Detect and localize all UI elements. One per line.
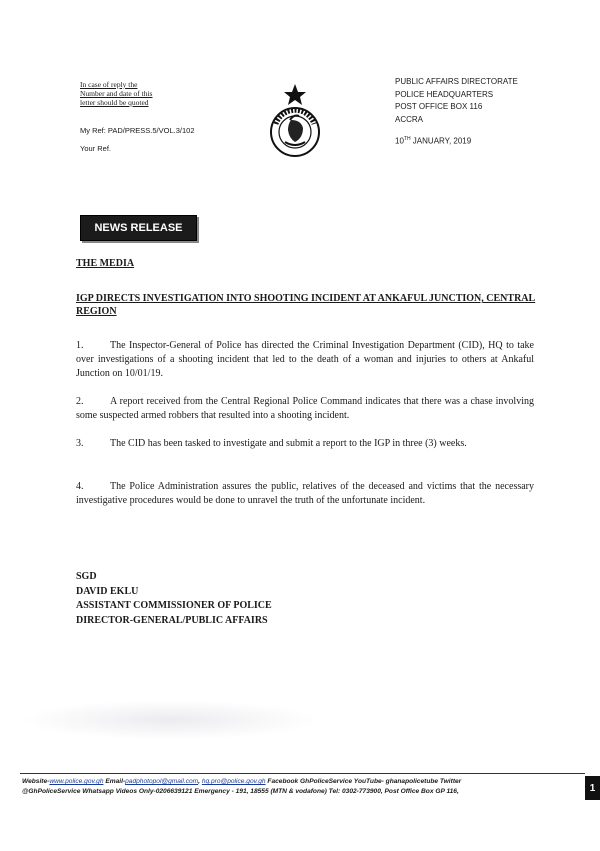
- address-line-2: POLICE HEADQUARTERS: [395, 89, 494, 99]
- social-links: Facebook GhPoliceService YouTube- ghanapolicetube Twitter: [265, 778, 462, 785]
- signatory-title: DIRECTOR-GENERAL/PUBLIC AFFAIRS: [76, 614, 268, 626]
- page-number: 1: [585, 776, 600, 800]
- contact-footer: [22, 777, 582, 797]
- signatory-rank: ASSISTANT COMMISSIONER OF POLICE: [76, 600, 272, 611]
- paragraph-1: [76, 339, 534, 381]
- footer-line-2: @GhPoliceService Whatsapp Videos Only-0206639121 Emergency - 191, 18555 (MTN & vodafone) Tel: 0302-773900, Post Office Box GP 116,: [22, 788, 459, 795]
- paragraph-3: [76, 437, 534, 451]
- date-suffix: TH: [403, 136, 411, 142]
- news-release-banner: NEWS RELEASE: [80, 215, 197, 241]
- date-day: 10: [395, 136, 404, 146]
- ref-note-line-3: letter should be quoted: [80, 98, 149, 107]
- address-line-1: PUBLIC AFFAIRS DIRECTORATE: [395, 77, 518, 86]
- signatory-name: DAVID EKLU: [76, 585, 139, 597]
- date-month-year: JANUARY, 2019: [410, 136, 472, 146]
- recipient-heading: THE MEDIA: [76, 258, 135, 269]
- paragraph-2: [76, 395, 534, 423]
- email-label: Email-: [103, 778, 126, 785]
- footer-divider: [20, 773, 585, 774]
- email-link-2[interactable]: hq.pro@police.gov.gh: [201, 778, 266, 785]
- paragraph-4: [76, 480, 534, 508]
- scan-smudge: [20, 700, 320, 740]
- ref-note-line-1: In case of reply the: [80, 80, 138, 89]
- paragraph-number: 2.: [76, 396, 84, 407]
- email-link-1[interactable]: padphotopol@gmail.com: [125, 778, 199, 785]
- footer-line-1: Website-www.police.gov.gh Email-padphotopol@gmail.com, hq.pro@police.gov.gh Facebook GhPoliceService YouTube- ghanapolicetube Twitter: [22, 778, 462, 785]
- paragraph-number: 3.: [76, 438, 84, 449]
- address-line-3: POST OFFICE BOX 116: [395, 102, 483, 111]
- directorate-address: [395, 76, 518, 126]
- paragraph-text: The Inspector-General of Police has directed the Criminal Investigation Department (CID), HQ to take over investigations of a shooting incident that led to the death of a woman and injuries to others at Ankaful Junction on 10/01/19.: [76, 340, 534, 379]
- release-headline: IGP DIRECTS INVESTIGATION INTO SHOOTING INCIDENT AT ANKAFUL JUNCTION, CENTRAL REGION: [76, 293, 536, 317]
- ghana-police-crest-icon: [263, 82, 327, 160]
- website-label: Website-: [22, 778, 50, 785]
- paragraph-number: 1.: [76, 340, 84, 351]
- paragraph-text: The CID has been tasked to investigate and submit a report to the IGP in three (3) weeks.: [110, 438, 467, 449]
- paragraph-text: The Police Administration assures the public, relatives of the deceased and victims that the necessary investigative procedures would be done to unravel the truth of the unfortunate incident.: [76, 481, 534, 506]
- my-reference: My Ref: PAD/PRESS.5/VOL.3/102: [80, 126, 195, 135]
- paragraph-text: A report received from the Central Regional Police Command indicates that there was a chase involving some suspected armed robbers that resulted into a shooting incident.: [76, 396, 534, 421]
- your-reference: Your Ref.: [80, 144, 111, 153]
- paragraph-number: 4.: [76, 481, 84, 492]
- website-link[interactable]: www.police.gov.gh: [49, 778, 104, 785]
- ref-note-line-2: Number and date of this: [80, 89, 153, 98]
- reply-reference-note: [80, 80, 152, 107]
- signature-block: [76, 570, 272, 628]
- address-line-4: ACCRA: [395, 114, 424, 124]
- release-date: [395, 136, 471, 146]
- signature-sgd: SGD: [76, 571, 97, 582]
